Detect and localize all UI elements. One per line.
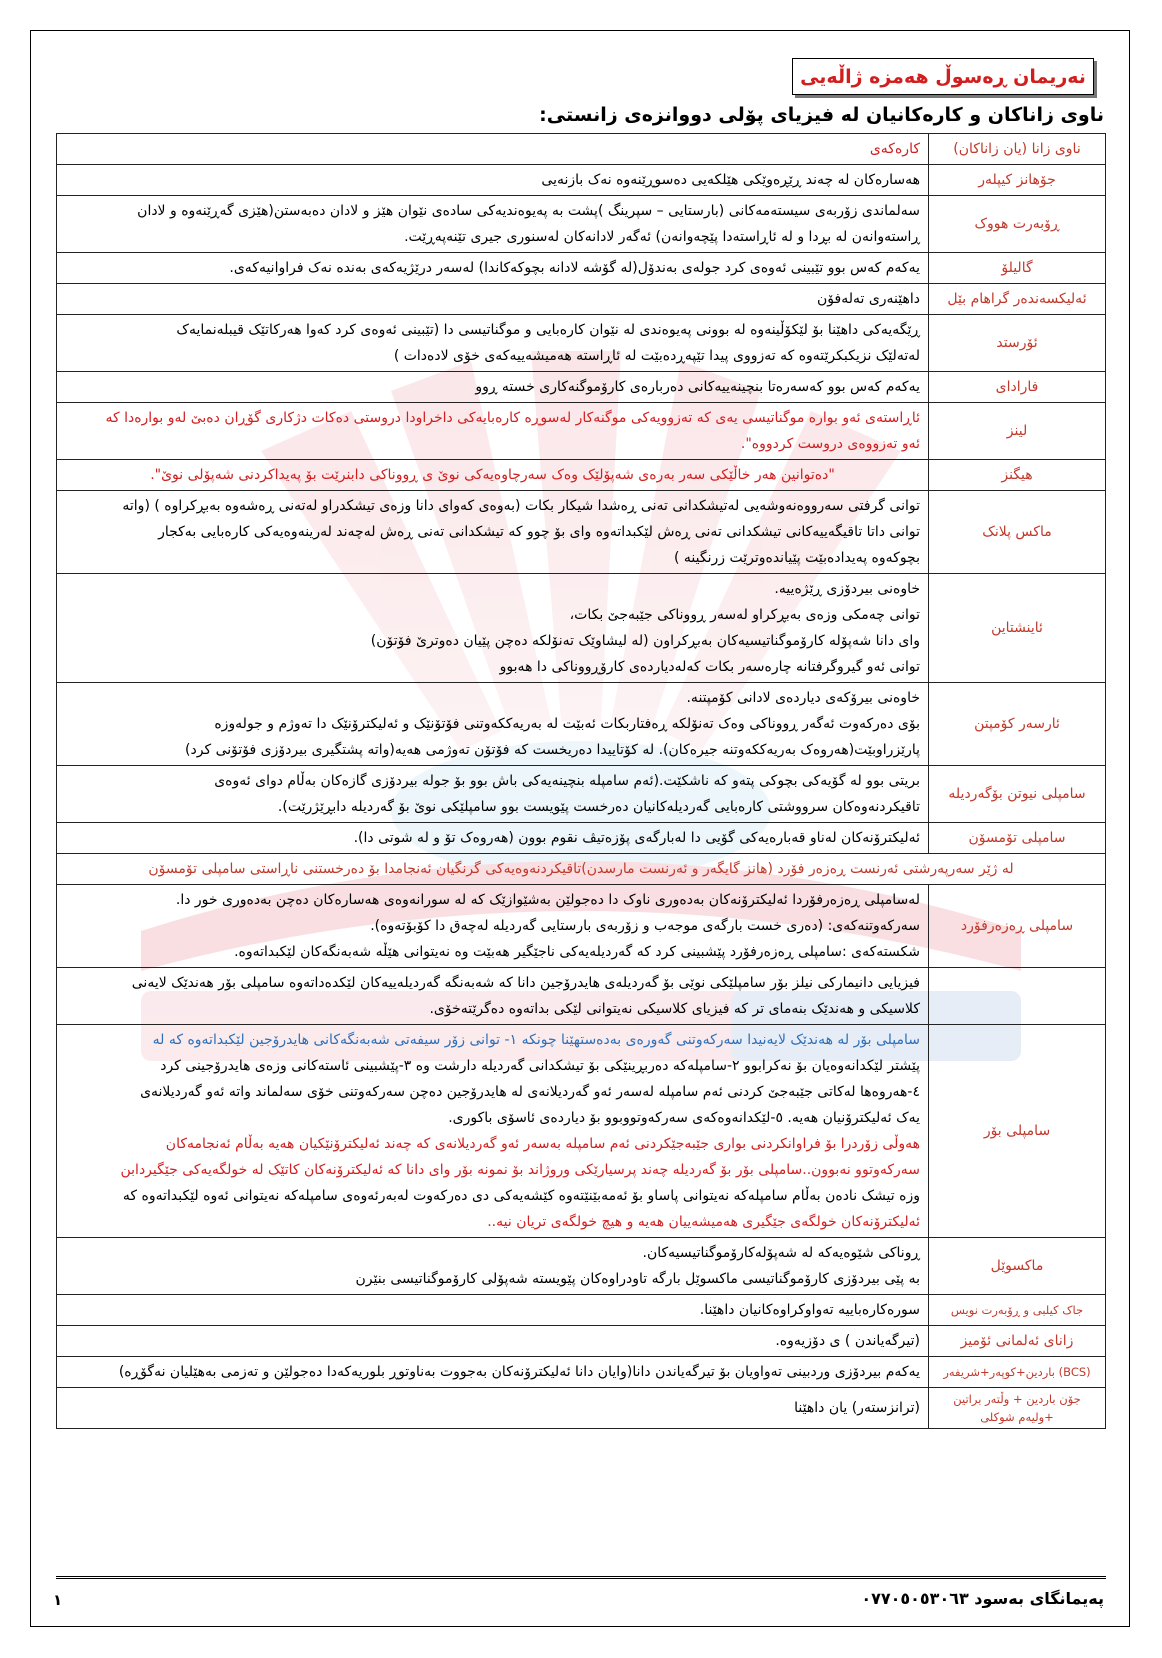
scientist-name: ماکس پلانک [929,491,1106,574]
header-name: ناوی زانا (یان زاناکان) [929,134,1106,165]
work-line: بە پێی بیردۆزی کارۆموگناتیسی ماکسوێل بارگە تاودراوەکان پێویستە شەپۆلی کارۆموگناتیسی بنێرن [355,1271,920,1287]
work-line: ڕوناکی شێوەیەکە لە شەپۆلەکارۆموگناتیسیەکان. [642,1245,920,1261]
scientist-work [57,1357,929,1388]
scientist-work [57,1326,929,1357]
table-row [57,165,1106,196]
work-line: ڕاستەوانەن لە بڕدا و لە ئاڕاستەدا پێچەوانەن) ئەگەر لادانەکان لەسنوری جیری تێنەپەڕێت. [404,229,920,245]
work-line: خاوەنی بیردۆزی ڕێژەییە. [774,581,920,597]
footer-divider [56,1576,1106,1579]
work-line: "دەتوانین هەر خاڵێکی سەر بەرەی شەپۆلێک وەک سەرچاوەیەکی نوێ ی ڕووناکی دابنرێت بۆ پەیداکردنی شەپۆلی نوێ". [150,467,835,483]
work-line: سەرکەوتوو نەبوون..سامپلی بۆر بۆ گەردیلە چەند پرسیارێکی وروژاند بۆ نمونە بۆر وای دانا کە ئەلیکترۆنەکان کاتێک لە خولگەیەکی جێگیردابن [120,1162,920,1178]
scientist-name: ئاینشتاین [929,574,1106,683]
scientist-work [57,372,929,403]
table-row [57,823,1106,854]
work-line: ڕێگەیەکی داهێنا بۆ لێکۆڵینەوە لە بوونی پەیوەندی لە نێوان کارەبایی و موگناتیسی دا (تێبینی ئەوەی کرد کەوا هەرکاتێک قیبلەنمایەک [176,322,920,338]
scientist-name: سامپلی نیوتن بۆگەردیلە [929,766,1106,823]
table-header-row [57,134,1106,165]
scientist-name: جاک کیلبی و ڕۆبەرت نویس [929,1295,1106,1326]
table-row [57,284,1106,315]
table-row [57,1326,1106,1357]
page-title: ناوی زاناکان و کارەکانیان لە فیزیای پۆلی دووانزەی زانستی: [539,104,1104,126]
scientist-name: جۆن باردین + وڵتەر براتین +ولیەم شوکلی [929,1388,1106,1429]
scientist-work [57,766,929,823]
work-line: توانی داتا تاقیگەییەکانی تیشکدانی تەنی ڕەش لێکبداتەوە وای بۆ چوو کە تیشکدانی تەنی ڕەش لەچەند لەرینەوەیەکی کارەبایی بەکجار [158,524,920,540]
work-line: توانی گرفتی سەرووەنەوشەیی لەتیشکدانی تەنی ڕەشدا شیکار بکات (بەوەی کەوای دانا وزەی تیشکدراو لەتەنی ڕەشەوە بەبڕکراوە ) (واتە [122,498,920,514]
work-line: داهێنەری تەلەفۆن [816,291,920,307]
scientist-work [57,196,929,253]
work-line: ئەلیکترۆنەکان لەناو قەبارەیەکی گۆیی دا لەبارگەی پۆزەتیڤ نقوم بوون (هەروەک تۆ و لە شوتی دا). [353,830,920,846]
scientist-work [57,491,929,574]
work-line: هەسارەکان لە چەند ڕێڕەوێکی هێلکەیی دەسوڕێنەوە نەک بازنەیی [541,172,920,188]
scientist-name: سامپلی ڕەزەرفۆرد [929,885,1106,968]
table-row [57,1295,1106,1326]
table-row [57,196,1106,253]
scientist-work [57,460,929,491]
scientist-work [57,403,929,460]
author-name: نەریمان ڕەسوڵ هەمزە ژاڵەیی [792,58,1094,95]
scientists-table [56,133,1106,1429]
scientist-name: ئارسەر کۆمپتن [929,683,1106,766]
scientist-work [57,1238,929,1295]
scientist-name: لینز [929,403,1106,460]
scientist-work [57,1025,929,1238]
scientist-work [57,574,929,683]
table-row [57,968,1106,1025]
scientist-work [57,885,929,968]
scientist-work [57,315,929,372]
scientist-work [57,823,929,854]
scientist-name: ڕۆبەرت هووک [929,196,1106,253]
scientist-work [57,165,929,196]
scientist-name: هیگنز [929,460,1106,491]
work-line: یەکەم بیردۆزی وردبینی تەواویان بۆ تیرگەیاندن دانا(وایان دانا ئەلیکترۆنەکان بەجووت بەناوتوڕ بلوریەکەدا دەجولێن و تەزمی بەهێلیان نەگۆڕە) [118,1364,920,1380]
scientist-name: فارادای [929,372,1106,403]
scientist-work [57,253,929,284]
table-row [57,574,1106,683]
table-row [57,315,1106,372]
table-row [57,372,1106,403]
scientist-name: ماکسوێل [929,1238,1106,1295]
note-row-text: لە ژێر سەرپەرشتی ئەرنست ڕەزەر فۆرد (هانز گایگەر و ئەرنست مارسدن)تاقیکردنەوەیەکی گرنگیان ئەنجامدا بۆ دەرخستنی ناڕاستی سامپلی تۆمسۆن [57,854,1106,885]
work-line: وزە تیشک نادەن بەڵام سامپلەکە نەیتوانی پاساو بۆ ئەمەبێنێتەوە کێشەیەکی دی دەرکەوت لەبەرئەوەی سامپلەکە نەیتوانی ئەوە لێکبداتەوە کە [122,1188,920,1204]
work-line: یەکەم کەس بوو تێبینی ئەوەی کرد جولەی بەندۆل(لە گۆشە لادانە بچوکەکاندا) لەسەر درێژیەکەی بەندە نەک فراوانیەکەی. [229,260,920,276]
work-line: توانی چەمکی وزەی بەبڕکراو لەسەر ڕووناکی جێبەجێ بکات، [569,607,920,623]
scientist-work [57,683,929,766]
scientist-name: زانای ئەلمانی ئۆمیز [929,1326,1106,1357]
table-row [57,1388,1106,1429]
work-line: پێشتر لێکدانەوەیان بۆ نەکرابوو ٢-سامپلەکە دەربڕینێکی بۆ تیشکدانی گەردیلە دارشت وە ٣-پێشبینی ئاستەکانی وزەی هایدرۆجینی کرد [160,1058,920,1074]
work-line: توانی ئەو گیروگرفتانە چارەسەر بکات کەلەدیاردەی کارۆڕووناکی دا هەبوو [499,659,920,675]
header-work: کارەکەی [57,134,929,165]
work-line: هەوڵی زۆردرا بۆ فراوانکردنی بواری جێبەجێکردنی ئەم سامپلە بەسەر ئەو گەردیلانەی کە چەند ئەلیکترۆنێکیان هەیە بەڵام ئەنجامەکان [165,1136,920,1152]
work-line: یەک ئەلیکترۆنیان هەیە. ٥-لێکدانەوەکەی سەرکەوتووبوو بۆ دیاردەی ئاسۆی باکوری. [448,1110,920,1126]
table-row [57,854,1106,885]
scientist-name: سامپلی تۆمسۆن [929,823,1106,854]
table-row [57,885,1106,968]
table-row [57,491,1106,574]
table-row [57,766,1106,823]
scientist-name: سامپلی بۆر [929,1025,1106,1238]
table-row [57,1238,1106,1295]
work-line: سامپلی بۆر لە هەندێک لایەنیدا سەرکەوتنی گەورەی بەدەستهێنا چونکە ١- توانی زۆر سیفەتی شەبەنگەکانی هایدرۆجین لێکبداتەوە کە لە [152,1032,920,1048]
work-line: سەلماندی زۆربەی سیستەمەکانی (بارستایی – سپرینگ )پشت بە پەیوەندیەکی سادەی نێوان هێز و لادان دەبەستن(هێزی گەڕێنەوە و لادان [137,203,920,219]
work-line: لەتەلێک نزیکبکرێتەوە کە تەزووی پیدا تێپەڕدەبێت لە ئاڕاستە هەمیشەییەکەی خۆی لادەدات ) [393,348,920,364]
work-line: (ترانزستەر) یان داهێنا [794,1400,920,1416]
work-line: ئاڕاستەی ئەو بوارە موگناتیسی یەی کە تەزوویەکی موگنەکار لەسوڕە کارەبایەکی داخراودا دروستی دەکات دژکاری گۆڕان دەبێ لەو بوارەدا کە [105,410,920,426]
work-line: وای دانا شەپۆلە کارۆموگناتیسیەکان بەبڕکراون (لە لیشاوێک تەنۆلکە دەچن پێیان دەوترێ فۆتۆن) [370,633,920,649]
table-row [57,460,1106,491]
work-line: بۆی دەرکەوت ئەگەر ڕووناکی وەک تەنۆلکە ڕەفتاربکات ئەبێت لە بەریەککەوتنی فۆتۆنێک و ئەلیکترۆنێک دا تەوژم و جولەوزە [214,716,920,732]
publisher-contact: پەیمانگای بەسود ٠٧٧٠٥٠٥٣٠٦٣ [861,1589,1104,1608]
work-line: تاقیکردنەوەکان سرووشتی کارەبایی گەردیلەکانیان دەرخست پێویست بوو سامپلێکی نوێ بۆ گەردیلە دابڕێژرێت). [277,799,920,815]
table-row [57,403,1106,460]
work-line: لەسامپلی ڕەزەرفۆردا ئەلیکترۆنەکان بەدەوری ناوک دا دەجولێن بەشێوازێک کە لە سورانەوەی هەسارەکان دەچن بەدەوری خور دا. [175,892,920,908]
scientist-name: جۆهانز کیپلەر [929,165,1106,196]
work-line: ٤-هەروەها لەکاتی جێبەجێ کردنی ئەم سامپلە لەسەر ئەو گەردیلانەی لە هایدرۆجین دەچن سەرکەوتنی خۆی سەلماند واتە ئەو گەردیلانەی [140,1084,920,1100]
work-line: (تیرگەیاندن ) ی دۆزیەوە. [775,1333,920,1349]
work-line: فیزیایی دانیمارکی نیلز بۆر سامپلێکی نوێی بۆ گەردیلەی هایدرۆجین دانا کە شەبەنگە گەردیلەییەکان لێکدەداتەوە سامپلی بۆر هەندێک لایەنی [131,975,920,991]
scientist-name [929,968,1106,1025]
scientist-work [57,1295,929,1326]
table-row [57,253,1106,284]
document-page [30,30,1130,1627]
table-row [57,1025,1106,1238]
scientist-work [57,968,929,1025]
work-line: ئەو تەزووەی دروست کردووە". [740,436,920,452]
work-line: سەرکەوتنەکەی: (دەری خست بارگەی موجەب و زۆربەی بارستایی گەردیلە لەچەق دا کۆبۆتەوە). [370,918,920,934]
work-line: سورەکارەباییە تەواوکراوەکانیان داهێنا. [699,1302,920,1318]
work-line: خاوەنی بیرۆکەی دیاردەی لادانی کۆمپتنە. [686,690,920,706]
scientist-work [57,1388,929,1429]
scientist-name: ئۆرستد [929,315,1106,372]
work-line: کلاسیکی و هەندێک بنەمای تر کە فیزیای کلاسیکی نەیتوانی لێکی بداتەوە دەگرێتەخۆی. [429,1001,920,1017]
scientist-name: گالیلۆ [929,253,1106,284]
scientist-name: (BCS) باردین+کوپەر+شریفەر [929,1357,1106,1388]
scientist-name: ئەلیکسەندەر گراهام بێل [929,284,1106,315]
page-number: ١ [53,1591,63,1609]
work-line: پارێزراوبێت(هەروەک بەریەککەوتنە جیرەکان). لە کۆتاییدا دەریخست کە فۆتۆن تەوژمی هەیە(واتە پشتگیری بیردۆزی فۆتۆنی کرد) [185,742,920,758]
scientist-work [57,284,929,315]
work-line: شکستەکەی :سامپلی ڕەزەرفۆرد پێشبینی کرد کە گەردیلەیەکی ناجێگیر هەبێت وە نەیتوانی هێڵە شەبەنگەکان لێکبداتەوە. [234,944,920,960]
work-line: بچوکەوە پەیدادەبێت پێیاندەوترێت زرنگینە ) [674,550,920,566]
table-row [57,1357,1106,1388]
work-line: یەکەم کەس بوو کەسەرەتا بنچینەییەکانی دەربارەی کارۆموگنەکاری خستە ڕوو [475,379,920,395]
table-row [57,683,1106,766]
work-line: بریتی بوو لە گۆیەکی بچوکی پتەو کە ناشکێت.(ئەم سامپلە بنچینەیەکی باش بوو بۆ جولە بیردۆزی گازەکان بەڵام دوای ئەوەی [214,773,920,789]
work-line: ئەلیکترۆنەکان خولگەی جێگیری هەمیشەییان هەیە و هیچ خولگەی تریان نیە.. [487,1214,920,1230]
